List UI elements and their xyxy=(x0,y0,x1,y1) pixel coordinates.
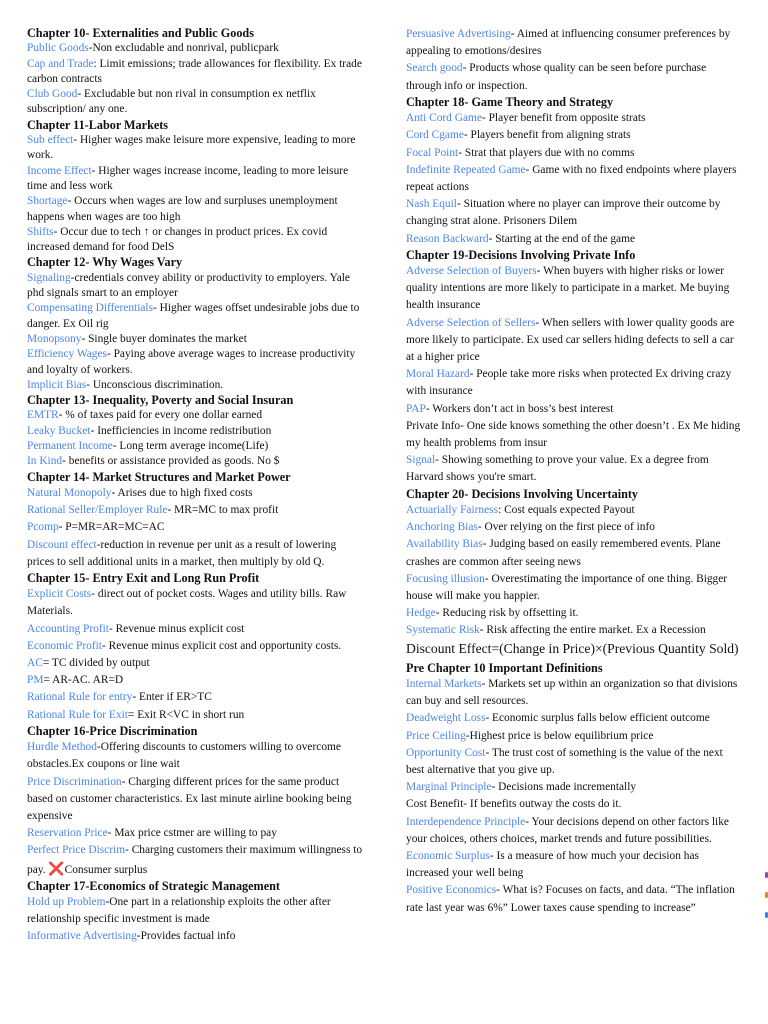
term: Rational Rule for entry xyxy=(27,691,133,704)
definition-text: - Excludable but non rival in consumption ex netflix subscription/ any one. xyxy=(27,88,316,116)
definition-text: -reduction in revenue per unit as a result of lowering prices to sell additional units in a market, then multiply by old Q. xyxy=(27,538,337,568)
definition-text: -Provides factual info xyxy=(136,930,236,943)
term: Leaky Bucket xyxy=(27,424,91,437)
definition-text: - Players benefit from aligning strats xyxy=(463,129,631,142)
chapter-heading: Chapter 15- Entry Exit and Long Run Profit xyxy=(27,570,260,585)
term: Cord Cgame xyxy=(406,129,464,142)
definition-text: - Risk affecting the entire market. Ex a Recession xyxy=(479,624,706,637)
term: Adverse Selection of Sellers xyxy=(406,316,536,329)
chapter-heading: Chapter 14- Market Structures and Market Power xyxy=(27,469,291,484)
definition-text: - Decisions made incrementally xyxy=(491,781,637,794)
definition-entry-nash-equil xyxy=(406,196,742,230)
definition-entry-compensating-differentials xyxy=(27,301,364,332)
term: Internal Markets xyxy=(406,677,482,690)
definition-entry-accounting-profit xyxy=(27,621,364,638)
definition-entry-economic-surplus xyxy=(406,848,742,882)
term: Economic Surplus xyxy=(406,849,490,862)
term: Search good xyxy=(406,62,463,75)
term: Monopsony xyxy=(27,332,82,345)
definition-entry-anti-cord-game xyxy=(406,110,742,127)
term: Informative Advertising xyxy=(27,930,137,943)
term: Indefinite Repeated Game xyxy=(406,163,526,176)
chapter-heading: Chapter 20- Decisions Involving Uncertainty xyxy=(406,486,639,501)
definition-text: - MR=MC to max profit xyxy=(167,504,279,517)
term: Signal xyxy=(406,454,436,467)
definition-text: - Aimed at influencing consumer preferences by appealing to emotions/desires xyxy=(406,28,731,58)
definition-entry-focusing-illusion xyxy=(406,571,742,605)
term: Compensating Differentials xyxy=(27,302,154,315)
discount-effect-formula: Discount Effect=(Change in Price)×(Previous Quantity Sold) xyxy=(406,640,739,656)
definition-entry-reason-backward xyxy=(406,231,742,248)
chapter-heading: Chapter 10- Externalities and Public Goods xyxy=(27,26,254,40)
term: Hurdle Method xyxy=(27,741,97,754)
definition-text: - Strat that players due with no comms xyxy=(458,146,635,159)
definition-entry-perfect-price-discrim xyxy=(27,842,364,878)
definition-entry-adverse-selection-of-sellers xyxy=(406,315,742,367)
definition-text: - Charging customers their maximum willingness to pay. xyxy=(27,844,363,876)
definition-text: -Offering discounts to customers willing to overcome obstacles.Ex coupons or line wait xyxy=(27,741,341,771)
chapter-heading: Chapter 19-Decisions Involving Private Info xyxy=(406,247,636,262)
term: Rational Seller/Employer Rule xyxy=(27,504,168,517)
definition-text: = AR-AC. AR=D xyxy=(43,674,124,687)
definition-text: Cost Benefit- If benefits outway the costs do it. xyxy=(406,798,622,811)
definition-text: -One part in a relationship exploits the other after relationship specific investment is made xyxy=(27,896,331,926)
definition-entry-hedge xyxy=(406,605,742,622)
definition-entry-rational-rule-for-entry xyxy=(27,689,364,706)
term: Economic Profit xyxy=(27,639,102,652)
definition-text: - Over relying on the first piece of info xyxy=(477,521,655,534)
definition-text: - Higher wages make leisure more expensive, leading to more work. xyxy=(27,134,356,162)
definition-text: - Inefficiencies in income redistribution xyxy=(90,424,272,437)
term: In Kind xyxy=(27,455,63,468)
definition-text: - Your decisions depend on other factors like your choices, others choices, market trends and future possibilities. xyxy=(406,815,729,845)
definition-text: - Judging based on easily remembered events. Plane crashes are common after seeing news xyxy=(406,538,721,568)
term: Reason Backward xyxy=(406,232,489,245)
definition-entry-permanent-income xyxy=(27,439,364,454)
definition-text: - The trust cost of something is the value of the next best alternative that you give up. xyxy=(406,746,723,776)
chapter-heading: Chapter 12- Why Wages Vary xyxy=(27,255,183,270)
definition-entry-monopsony xyxy=(27,332,364,347)
term: Discount effect xyxy=(27,538,97,551)
definition-entry-interdependence-principle xyxy=(406,814,742,848)
definition-text: - Is a measure of how much your decision has increased your well being xyxy=(406,849,699,880)
term: Focal Point xyxy=(406,146,459,159)
definition-entry-systematic-risk xyxy=(406,622,742,639)
chapter-heading: Chapter 11-Labor Markets xyxy=(27,117,169,132)
definition-text: - People take more risks when protected Ex driving crazy with insurance xyxy=(406,368,732,398)
term: Permanent Income xyxy=(27,440,113,453)
term: PM xyxy=(27,674,44,687)
definition-entry-search-good xyxy=(406,60,742,94)
definition-entry-ac xyxy=(27,655,364,672)
term: Public Goods xyxy=(27,42,89,55)
definition-text: - Paying above average wages to increase productivity and loyalty of workers. xyxy=(27,348,356,376)
term: Positive Economics xyxy=(406,884,497,897)
term: Signaling xyxy=(27,271,71,284)
definition-entry-efficiency-wages xyxy=(27,347,364,378)
definition-text: - Enter if ER>TC xyxy=(132,691,212,704)
definition-entry-price-discrimination xyxy=(27,774,364,826)
term: Anchoring Bias xyxy=(406,521,478,534)
definition-text: - When buyers with higher risks or lower quality intentions are more likely to participate in a market. Me buying health insurance xyxy=(406,265,730,312)
definition-text: Consumer surplus xyxy=(64,863,148,876)
term: Implicit Bias xyxy=(27,378,87,391)
term: Anti Cord Game xyxy=(406,112,482,125)
definition-entry-persuasive-advertising xyxy=(406,26,742,60)
definition-entry-explicit-costs xyxy=(27,586,364,620)
definition-entry-in-kind xyxy=(27,454,364,469)
definition-text: -Non excludable and nonrival, publicpark xyxy=(88,42,279,55)
term: AC xyxy=(27,657,43,670)
definition-entry-cap-and-trade xyxy=(27,57,364,88)
definition-text: - benefits or assistance provided as goods. No $ xyxy=(62,455,280,468)
term: Shifts xyxy=(27,225,54,238)
term: Rational Rule for Exit xyxy=(27,708,128,721)
chapter-heading: Chapter 13- Inequality, Poverty and Social Insuran xyxy=(27,393,294,408)
definition-text: - Occurs when wages are low and surpluses unemployment happens when wages are too high xyxy=(27,195,338,223)
definition-entry-actuarially-fairness xyxy=(406,502,742,519)
definition-text: -credentials convey ability or productivity to employers. Yale phd signals smart to an employer xyxy=(27,271,350,300)
definition-entry-club-good xyxy=(27,87,364,118)
definition-text: - Workers don’t act in boss’s best interest xyxy=(425,402,614,415)
definition-entry-shifts xyxy=(27,225,364,256)
definition-entry-signaling xyxy=(27,271,364,302)
definition-entry-signal xyxy=(406,452,742,486)
term: Focusing illusion xyxy=(406,572,485,585)
term: Moral Hazard xyxy=(406,368,470,381)
definition-entry-informative-advertising xyxy=(27,928,364,945)
definition-text: - % of taxes paid for every one dollar earned xyxy=(58,409,263,422)
definition-text: : Cost equals expected Payout xyxy=(498,503,635,516)
definition-entry-natural-monopoly xyxy=(27,485,364,502)
term: Hold up Problem xyxy=(27,896,106,909)
definition-entry-leaky-bucket xyxy=(27,424,364,439)
term: Deadweight Loss xyxy=(406,712,486,725)
term: Reservation Price xyxy=(27,827,108,840)
definition-text: - direct out of pocket costs. Wages and utility bills. Raw Materials. xyxy=(27,588,347,618)
term: Explicit Costs xyxy=(27,588,92,601)
definition-entry-internal-markets xyxy=(406,676,742,710)
term: Opportunity Cost xyxy=(406,746,486,759)
definition-entry-indefinite-repeated-game xyxy=(406,162,742,196)
definition-text: - When sellers with lower quality goods are more likely to participate. Ex used car sellers hiding defects to sell a car at a higher price xyxy=(406,316,735,364)
definition-entry-moral-hazard xyxy=(406,366,742,400)
definition-text: - Player benefit from opposite strats xyxy=(481,112,646,125)
term: Availability Bias xyxy=(406,538,483,551)
term: EMTR xyxy=(27,409,59,422)
chapter-heading: Chapter 17-Economics of Strategic Management xyxy=(27,878,280,893)
term: Club Good xyxy=(27,88,78,101)
term: Price Ceiling xyxy=(406,729,466,742)
definition-entry-shortage xyxy=(27,194,364,225)
definition-text: - Long term average income(Life) xyxy=(112,440,269,453)
term: Pcomp xyxy=(27,521,59,534)
term: Interdependence Principle xyxy=(406,815,526,828)
definition-entry-public-goods xyxy=(27,41,364,56)
term: Cap and Trade xyxy=(27,57,94,70)
definition-entry-cord-cgame xyxy=(406,127,742,144)
definition-entry-anchoring-bias xyxy=(406,519,742,536)
definition-text: - Single buyer dominates the market xyxy=(81,332,247,345)
term: Actuarially Fairness xyxy=(406,503,499,516)
term: Accounting Profit xyxy=(27,622,109,635)
definition-entry-availability-bias xyxy=(406,536,742,570)
left-column xyxy=(27,26,364,946)
definition-text: - Starting at the end of the game xyxy=(488,232,636,245)
definition-entry-economic-profit xyxy=(27,638,364,655)
definition-text: - Overestimating the importance of one thing. Bigger house will make you happier. xyxy=(406,572,728,602)
definition-entry-pm xyxy=(27,672,364,689)
definition-text: Private Info- One side knows something the other doesn’t . Ex Me hiding my health problems from insur xyxy=(406,419,741,450)
chapter-heading: Chapter 16-Price Discrimination xyxy=(27,723,198,738)
definition-entry xyxy=(406,796,742,813)
definition-text: = Exit R<VC in short run xyxy=(127,708,245,721)
definition-text: - Game with no fixed endpoints where players repeat actions xyxy=(406,163,737,193)
definition-entry-pcomp xyxy=(27,519,364,536)
term: Efficiency Wages xyxy=(27,348,107,361)
definition-entry-adverse-selection-of-buyers xyxy=(406,263,742,315)
term: Shortage xyxy=(27,195,68,208)
definition-entry-hold-up-problem xyxy=(27,894,364,928)
term: Hedge xyxy=(406,607,436,620)
definition-entry-sub-effect xyxy=(27,133,364,164)
term: PAP xyxy=(406,402,426,415)
definition-text: - Occur due to tech ↑ or changes in product prices. Ex covid increased demand for food DelS xyxy=(27,225,328,254)
definition-entry-income-effect xyxy=(27,164,364,195)
definition-entry-positive-economics xyxy=(406,882,742,916)
definition-entry-marginal-principle xyxy=(406,779,742,796)
definition-text: - Arises due to high fixed costs xyxy=(111,486,253,499)
definition-text: - P=MR=AR=MC=AC xyxy=(58,521,165,534)
cross-mark-icon: ❌ xyxy=(48,860,65,876)
definition-entry-deadweight-loss xyxy=(406,710,742,727)
term: Persuasive Advertising xyxy=(406,28,511,40)
definition-entry-discount-effect xyxy=(27,537,364,571)
definition-text: - What is? Focuses on facts, and data. “The inflation rate last year was 6%” Lower taxes cause spending to increase” xyxy=(406,884,735,914)
chapter-heading: Pre Chapter 10 Important Definitions xyxy=(406,660,603,675)
definition-text: - Situation where no player can improve their outcome by changing strat alone. Prisoners Dilem xyxy=(406,198,721,228)
term: Marginal Principle xyxy=(406,781,492,794)
chapter-heading: Chapter 18- Game Theory and Strategy xyxy=(406,94,614,109)
definition-text: - Max price cstmer are willing to pay xyxy=(107,827,277,840)
term: Sub effect xyxy=(27,134,74,147)
definition-text: = TC divided by output xyxy=(42,657,150,670)
definition-entry-hurdle-method xyxy=(27,739,364,773)
term: Perfect Price Discrim xyxy=(27,844,126,857)
term: Systematic Risk xyxy=(406,624,480,637)
definition-entry-price-ceiling xyxy=(406,728,742,745)
term: Nash Equil xyxy=(406,198,457,211)
definition-text: - Higher wages increase income, leading to more leisure time and less work xyxy=(27,164,349,192)
definition-text: - Products whose quality can be seen before purchase through info or inspection. xyxy=(406,62,707,92)
definition-text: - Economic surplus falls below efficient outcome xyxy=(485,712,710,725)
definition-entry-opportunity-cost xyxy=(406,745,742,779)
definition-entry-focal-point xyxy=(406,145,742,162)
term: Price Discrimination xyxy=(27,775,122,788)
definition-text: - Revenue minus explicit cost and opportunity costs. xyxy=(101,639,342,652)
definition-text: : Limit emissions; trade allowances for flexibility. Ex trade carbon contracts xyxy=(27,57,362,85)
definition-text: - Revenue minus explicit cost xyxy=(108,622,245,635)
term: Natural Monopoly xyxy=(27,486,112,499)
definition-entry-implicit-bias xyxy=(27,378,364,393)
definition-entry xyxy=(406,418,742,452)
definition-text: - Unconscious discrimination. xyxy=(86,378,224,391)
definition-text: - Higher wages offset undesirable jobs due to danger. Ex Oil rig xyxy=(27,302,360,330)
definition-text: - Showing something to prove your value. Ex a degree from Harvard shows you're smart. xyxy=(406,454,709,484)
term: Income Effect xyxy=(27,164,92,177)
right-column xyxy=(406,26,742,917)
definition-entry-rational-rule-for-exit xyxy=(27,707,364,724)
definition-entry-reservation-price xyxy=(27,825,364,842)
term: Adverse Selection of Buyers xyxy=(406,265,537,278)
definition-text: - Markets set up within an organization so that divisions can buy and sell resources. xyxy=(406,677,738,708)
definition-entry-rational-seller-employer-rule xyxy=(27,502,364,519)
definition-text: - Charging different prices for the same product based on customer characteristics. Ex last minute airline booking being expensive xyxy=(27,775,352,822)
definition-text: -Highest price is below equilibrium price xyxy=(465,729,654,742)
definition-text: - Reducing risk by offsetting it. xyxy=(435,607,579,620)
definition-entry-emtr xyxy=(27,408,364,423)
definition-entry-pap xyxy=(406,401,742,418)
